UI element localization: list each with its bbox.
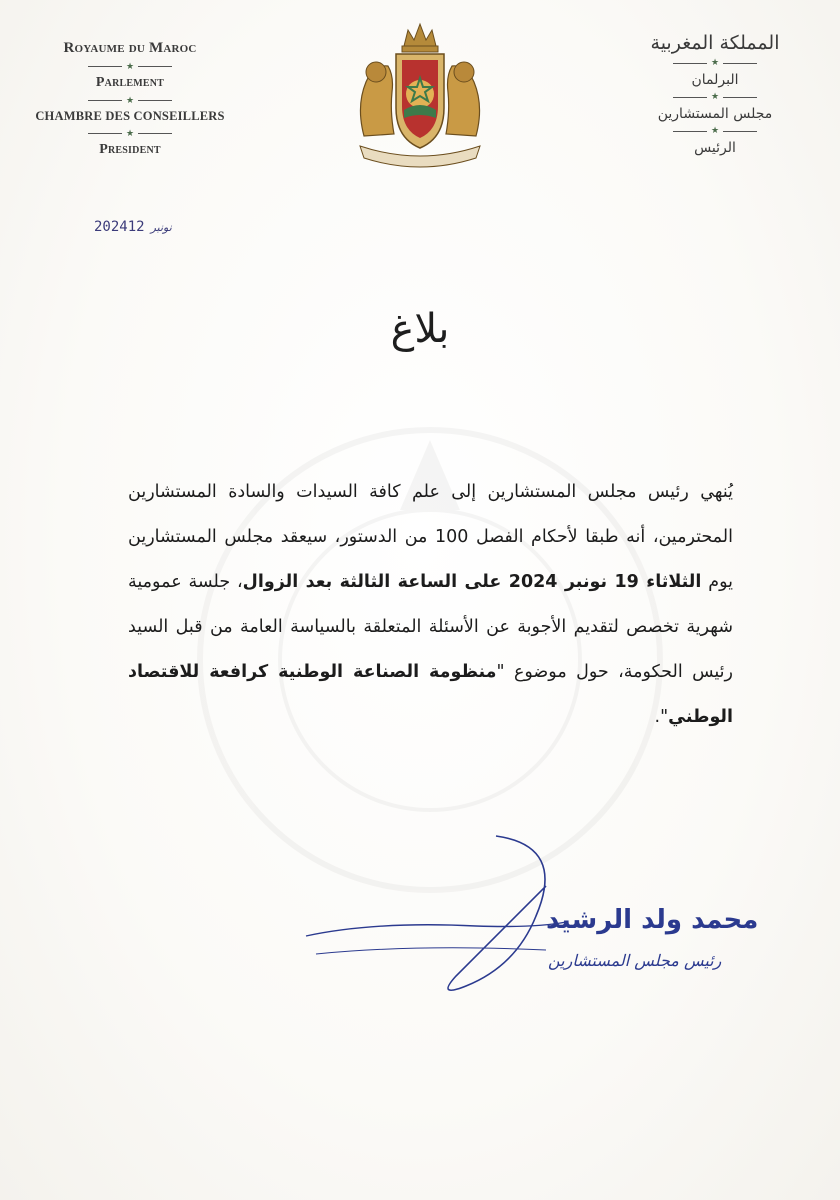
separator — [620, 124, 810, 138]
handwritten-signature — [296, 826, 759, 1006]
body-text-2: ، جلسة عمومية شهرية تخصص لتقديم الأجوبة عن الأسئلة المتعلقة بالسياسة العامة من قبل السيد رئيس الحكومة، حول موضوع " — [128, 572, 733, 682]
body-text-1: يُنهي رئيس مجلس المستشارين إلى علم كافة السيدات والسادة المستشارين المحترمين، أنه طبقا لأحكام الفصل 100 من الدستور، سيعقد مجلس المستشارين يوم — [128, 482, 733, 592]
separator — [620, 56, 810, 70]
header-french — [30, 40, 230, 158]
parliament-fr: Parlement — [95, 75, 165, 90]
star-icon: ★ — [125, 127, 135, 138]
star-icon: ★ — [125, 60, 135, 71]
parliament-ar: البرلمان — [691, 72, 739, 88]
separator — [30, 93, 230, 107]
separator — [30, 59, 230, 73]
coat-of-arms-icon — [346, 16, 494, 168]
session-topic-bold: منظومة الصناعة الوطنية كرافعة للاقتصاد الوطني — [128, 662, 733, 727]
document-title: بلاغ — [390, 306, 450, 352]
body-text-3: ". — [654, 707, 669, 727]
chamber-ar: مجلس المستشارين — [657, 106, 773, 122]
signature-role: رئيس مجلس المستشارين — [548, 951, 722, 970]
kingdom-name-fr: Royaume du Maroc — [63, 40, 197, 56]
body-paragraph — [128, 470, 733, 740]
separator — [620, 90, 810, 104]
president-fr: President — [99, 142, 161, 157]
communique-body — [128, 470, 733, 740]
president-ar: الرئيس — [694, 140, 736, 156]
date-stamp — [94, 219, 204, 235]
star-icon: ★ — [125, 94, 135, 105]
separator — [30, 126, 230, 140]
date-day: 12 — [127, 219, 145, 235]
star-icon: ★ — [710, 57, 720, 68]
star-icon: ★ — [710, 91, 720, 102]
date-month: نونبر — [150, 221, 172, 234]
signature-name: محمد ولد الرشيد — [546, 905, 759, 935]
header-arabic — [620, 32, 810, 156]
session-date-bold: الثلاثاء 19 نونبر 2024 على الساعة الثالثة بعد الزوال — [242, 572, 702, 592]
date-year: 2024 — [94, 219, 128, 235]
star-icon: ★ — [710, 125, 720, 136]
kingdom-name-ar: المملكة المغربية — [650, 32, 780, 54]
chamber-fr: CHAMBRE DES CONSEILLERS — [35, 109, 225, 123]
